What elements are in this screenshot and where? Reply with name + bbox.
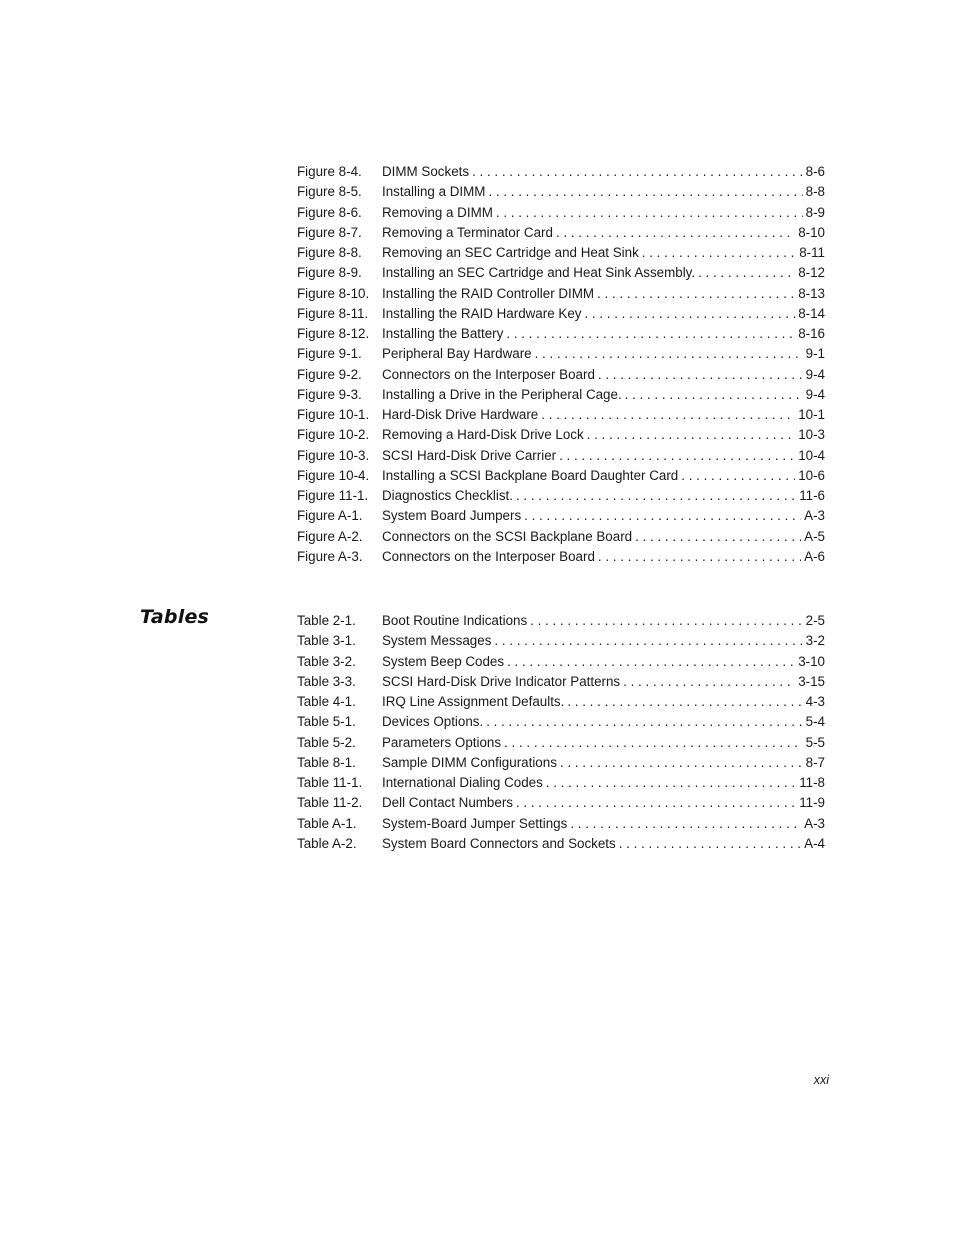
table-page: 3-2 (805, 633, 825, 649)
figure-label: Figure 8-6. (297, 204, 362, 220)
figure-page: A-6 (804, 548, 825, 564)
figure-page: 10-1 (798, 407, 825, 422)
table-title: Parameters Options (382, 734, 502, 750)
table-label: Table 11-2. (297, 795, 363, 811)
figure-title: Connectors on the Interposer Board (382, 366, 595, 382)
dot-leader (597, 284, 795, 304)
figure-entry-10-2[interactable] (297, 425, 825, 445)
figure-page: 9-4 (805, 386, 825, 402)
dot-leader (681, 466, 795, 486)
dot-leader (556, 223, 795, 243)
table-entry-2-1[interactable] (297, 611, 825, 631)
figure-entry-8-7[interactable] (297, 223, 825, 243)
table-entry-11-1[interactable] (297, 773, 825, 793)
table-entry-3-3[interactable] (297, 672, 825, 692)
figure-page: 8-14 (798, 305, 825, 321)
dot-leader (698, 263, 795, 283)
table-label: Table 3-2. (297, 653, 356, 669)
figure-label: Figure A-1. (297, 508, 363, 524)
table-title: System Messages (382, 633, 492, 649)
dot-leader (584, 304, 795, 324)
figure-entry-8-9[interactable] (297, 263, 825, 283)
figure-page: 10-3 (798, 427, 825, 443)
dot-leader (504, 733, 803, 753)
table-page: A-3 (804, 815, 825, 831)
dot-leader (472, 162, 803, 182)
figure-page: 8-6 (805, 164, 825, 179)
figure-entry-9-1[interactable] (297, 344, 825, 364)
dot-leader (507, 652, 795, 672)
figure-page: 8-8 (805, 184, 825, 200)
dot-leader (516, 486, 796, 506)
figure-label: Figure 8-12. (297, 326, 370, 341)
figure-label: Figure 9-2. (297, 366, 362, 382)
figure-label: Figure 10-2. (297, 427, 370, 443)
figure-page: 8-10 (798, 224, 825, 240)
figure-label: Figure 10-3. (297, 447, 370, 463)
figure-entry-10-4[interactable] (297, 466, 825, 486)
table-entry-8-1[interactable] (297, 753, 825, 773)
dot-leader (535, 344, 803, 364)
dot-leader (619, 834, 801, 854)
figure-label: Figure 8-8. (297, 245, 362, 260)
figure-label: Figure 8-4. (297, 164, 362, 179)
page-number: xxi (813, 1073, 829, 1087)
figure-label: Figure A-2. (297, 528, 363, 544)
dot-leader (546, 773, 796, 793)
table-page: 3-10 (798, 653, 825, 669)
figure-title: SCSI Hard-Disk Drive Carrier (382, 447, 557, 463)
tables-section-heading: Tables (140, 606, 210, 628)
table-title: Dell Contact Numbers (382, 795, 513, 811)
table-label: Table 5-1. (297, 714, 356, 730)
table-title: System Beep Codes (382, 653, 505, 669)
figure-label: Figure 10-1. (297, 407, 370, 422)
figure-title: Installing a Drive in the Peripheral Cage. (382, 386, 622, 402)
figure-entry-a-2[interactable] (297, 527, 825, 547)
figure-page: 8-16 (798, 326, 825, 341)
table-title: Devices Options. (382, 714, 484, 730)
figure-title: Removing an SEC Cartridge and Heat Sink (382, 245, 639, 260)
table-page: 11-8 (799, 775, 825, 790)
figure-title: Installing a DIMM (382, 184, 486, 200)
table-entry-4-1[interactable] (297, 692, 825, 712)
dot-leader (587, 425, 796, 445)
table-entry-5-2[interactable] (297, 733, 825, 753)
figure-page: 8-11 (799, 245, 825, 260)
figure-page: 8-12 (798, 265, 825, 281)
table-page: A-4 (804, 835, 825, 851)
figure-label: Figure 8-11. (297, 305, 369, 321)
figure-page: 9-1 (805, 346, 825, 362)
figure-label: Figure 9-3. (297, 386, 362, 402)
figure-entry-8-4[interactable] (297, 162, 825, 182)
dot-leader (560, 753, 803, 773)
figure-label: Figure A-3. (297, 548, 363, 564)
figure-page: 8-9 (805, 204, 825, 220)
tables-list (297, 611, 825, 854)
table-page: 11-9 (799, 795, 825, 811)
dot-leader (625, 385, 803, 405)
table-entry-a-2[interactable] (297, 834, 825, 854)
figure-entry-11-1[interactable] (297, 486, 825, 506)
figure-entry-8-8[interactable] (297, 243, 825, 263)
table-label: Table A-2. (297, 835, 357, 851)
dot-leader (516, 793, 796, 813)
table-entry-3-2[interactable] (297, 652, 825, 672)
figure-entry-8-11[interactable] (297, 304, 825, 324)
table-page: 4-3 (805, 694, 825, 709)
table-title: System Board Connectors and Sockets (382, 835, 616, 851)
table-title: SCSI Hard-Disk Drive Indicator Patterns (382, 673, 621, 689)
dot-leader (494, 631, 802, 651)
table-title: System-Board Jumper Settings (382, 815, 568, 831)
figure-title: Installing the RAID Controller DIMM (382, 285, 595, 301)
table-entry-3-1[interactable] (297, 631, 825, 651)
figure-label: Figure 11-1. (297, 488, 369, 503)
table-entry-11-2[interactable] (297, 793, 825, 813)
figure-title: Peripheral Bay Hardware (382, 346, 532, 362)
figure-title: Installing the RAID Hardware Key (382, 305, 582, 321)
figure-entry-10-1[interactable] (297, 405, 825, 425)
figure-page: A-5 (804, 528, 825, 544)
dot-leader (496, 203, 803, 223)
table-title: Boot Routine Indications (382, 613, 528, 628)
figure-page: 8-13 (798, 285, 825, 301)
table-label: Table 11-1. (297, 775, 363, 790)
dot-leader (570, 814, 801, 834)
figure-page: 10-4 (798, 447, 825, 463)
figure-page: 11-6 (799, 488, 825, 503)
table-label: Table 4-1. (297, 694, 356, 709)
figure-entry-9-3[interactable] (297, 385, 825, 405)
figure-entry-10-3[interactable] (297, 446, 825, 466)
figure-label: Figure 8-9. (297, 265, 362, 281)
figure-title: Removing a DIMM (382, 204, 493, 220)
figure-label: Figure 10-4. (297, 467, 370, 483)
table-label: Table 5-2. (297, 734, 356, 750)
figure-title: Installing a SCSI Backplane Board Daughter Card (382, 467, 679, 483)
figure-label: Figure 8-7. (297, 224, 362, 240)
figure-title: Hard-Disk Drive Hardware (382, 407, 539, 422)
dot-leader (635, 527, 801, 547)
dot-leader (530, 611, 802, 631)
dot-leader (506, 324, 795, 344)
dot-leader (541, 405, 795, 425)
dot-leader (486, 712, 802, 732)
table-label: Table 2-1. (297, 613, 356, 628)
figure-entry-a-3[interactable] (297, 547, 825, 567)
table-entry-a-1[interactable] (297, 814, 825, 834)
figure-page: 9-4 (805, 366, 825, 382)
table-entry-5-1[interactable] (297, 712, 825, 732)
table-page: 5-5 (805, 734, 825, 750)
table-title: International Dialing Codes (382, 775, 543, 790)
figure-page: 10-6 (798, 467, 825, 483)
figure-entry-8-5[interactable] (297, 182, 825, 202)
dot-leader (598, 365, 803, 385)
figure-title: System Board Jumpers (382, 508, 522, 524)
figure-entry-a-1[interactable] (297, 506, 825, 526)
figure-title: Diagnostics Checklist. (382, 488, 513, 503)
table-label: Table 3-3. (297, 673, 356, 689)
figure-label: Figure 9-1. (297, 346, 362, 362)
figure-title: Removing a Hard-Disk Drive Lock (382, 427, 584, 443)
figure-entry-8-10[interactable] (297, 284, 825, 304)
dot-leader (524, 506, 801, 526)
figure-title: Installing an SEC Cartridge and Heat Sink Assembly. (382, 265, 696, 281)
table-page: 2-5 (805, 613, 825, 628)
dot-leader (488, 182, 802, 202)
table-page: 8-7 (805, 754, 825, 770)
figure-label: Figure 8-5. (297, 184, 362, 200)
figure-title: Installing the Battery (382, 326, 504, 341)
table-page: 3-15 (798, 673, 825, 689)
figure-entry-9-2[interactable] (297, 365, 825, 385)
dot-leader (559, 446, 795, 466)
figure-page: A-3 (804, 508, 825, 524)
figures-list (297, 162, 825, 567)
table-label: Table 3-1. (297, 633, 356, 649)
figure-title: Connectors on the SCSI Backplane Board (382, 528, 633, 544)
table-title: IRQ Line Assignment Defaults. (382, 694, 565, 709)
table-label: Table A-1. (297, 815, 357, 831)
table-title: Sample DIMM Configurations (382, 754, 557, 770)
figure-title: DIMM Sockets (382, 164, 470, 179)
figure-label: Figure 8-10. (297, 285, 370, 301)
table-page: 5-4 (805, 714, 825, 730)
dot-leader (642, 243, 796, 263)
figure-title: Connectors on the Interposer Board (382, 548, 595, 564)
table-label: Table 8-1. (297, 754, 356, 770)
dot-leader (598, 547, 801, 567)
figure-title: Removing a Terminator Card (382, 224, 553, 240)
dot-leader (623, 672, 795, 692)
dot-leader (567, 692, 802, 712)
figure-entry-8-12[interactable] (297, 324, 825, 344)
figure-entry-8-6[interactable] (297, 203, 825, 223)
